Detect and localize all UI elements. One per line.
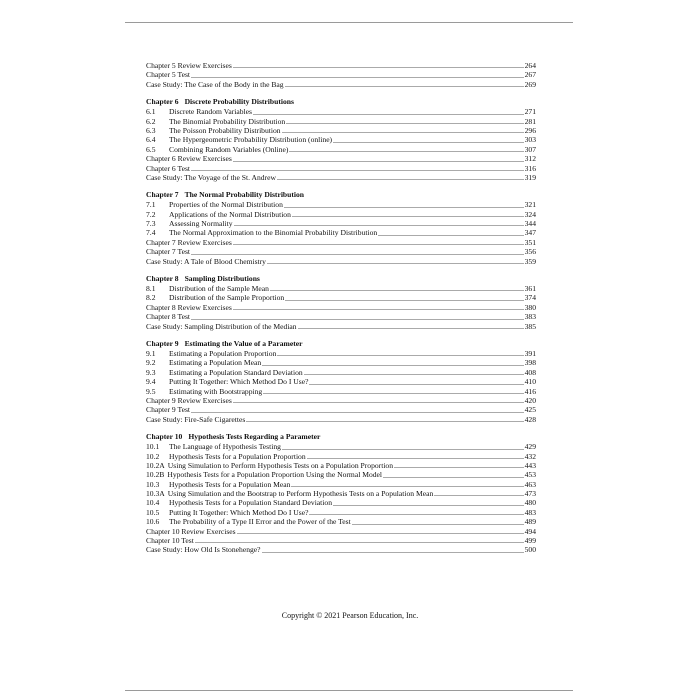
entry-title: Estimating a Population Standard Deviation: [169, 367, 303, 377]
toc-entry[interactable]: [146, 293, 536, 302]
chapter-block: [146, 97, 536, 182]
toc-entry[interactable]: [146, 405, 536, 414]
dot-leader: [233, 67, 524, 68]
dot-leader: [304, 374, 524, 375]
toc-entry[interactable]: [146, 508, 536, 517]
entry-title: Discrete Random Variables: [169, 107, 252, 117]
toc-entry[interactable]: [146, 126, 536, 135]
page-number: 391: [524, 348, 536, 358]
top-rule: [125, 22, 573, 23]
table-of-contents: [146, 61, 536, 555]
dot-leader: [333, 142, 524, 143]
dot-leader: [282, 132, 524, 133]
chapter-number: Chapter 6: [146, 97, 179, 107]
page-number: 361: [524, 284, 536, 294]
chapter-block: [146, 190, 536, 266]
toc-entry[interactable]: [146, 536, 536, 545]
toc-entry[interactable]: [146, 480, 536, 489]
entry-title: Using Simulation and the Bootstrap to Perform Hypothesis Tests on a Population Mean: [167, 489, 434, 499]
entry-title: Chapter 8 Review Exercises: [146, 302, 232, 312]
dot-leader: [309, 514, 523, 515]
entry-title: The Poisson Probability Distribution: [169, 125, 281, 135]
toc-entry[interactable]: [146, 80, 536, 89]
section-number: 10.4: [146, 498, 160, 508]
chapter-heading: [146, 97, 536, 107]
entry-title: Putting It Together: Which Method Do I Use?: [169, 507, 309, 517]
page-number: 374: [524, 293, 536, 303]
section-number: 10.5: [146, 507, 160, 517]
entry-title: Hypothesis Tests for a Population Proportion: [169, 451, 306, 461]
toc-entry[interactable]: [146, 368, 536, 377]
copyright-notice: Copyright © 2021 Pearson Education, Inc.: [281, 611, 419, 620]
page-number: 351: [524, 237, 536, 247]
toc-entry[interactable]: [146, 70, 536, 79]
dot-leader: [191, 319, 524, 320]
entry-title: Estimating with Bootstrapping: [169, 386, 263, 396]
dot-leader: [378, 235, 523, 236]
toc-entry[interactable]: [146, 164, 536, 173]
entry-title: Using Simulation to Perform Hypothesis Tests on a Population Proportion: [167, 460, 394, 470]
page-number: 489: [524, 517, 536, 527]
toc-entry[interactable]: [146, 517, 536, 526]
section-number: 10.6: [146, 517, 160, 527]
page-number: 324: [524, 209, 536, 219]
dot-leader: [233, 161, 524, 162]
page-number: 307: [524, 144, 536, 154]
toc-entry[interactable]: [146, 527, 536, 536]
section-number: 8.2: [146, 293, 156, 303]
toc-entry[interactable]: [146, 489, 536, 498]
page-number: 359: [524, 256, 536, 266]
dot-leader: [233, 309, 524, 310]
entry-title: Chapter 9 Review Exercises: [146, 395, 232, 405]
dot-leader: [434, 495, 523, 496]
dot-leader: [253, 114, 524, 115]
page-number: 425: [524, 405, 536, 415]
dot-leader: [263, 393, 523, 394]
page-number: 428: [524, 414, 536, 424]
section-number: 6.1: [146, 107, 156, 117]
page-number: 344: [524, 219, 536, 229]
toc-entry[interactable]: [146, 396, 536, 405]
toc-entry[interactable]: [146, 498, 536, 507]
page-number: 347: [524, 228, 536, 238]
toc-entry[interactable]: [146, 117, 536, 126]
page-number: 380: [524, 302, 536, 312]
page-number: 356: [524, 247, 536, 257]
dot-leader: [246, 421, 523, 422]
page-number: 321: [524, 200, 536, 210]
chapter-heading: [146, 339, 536, 349]
chapter-number: Chapter 9: [146, 338, 179, 348]
chapter-block: [146, 339, 536, 424]
dot-leader: [284, 207, 524, 208]
entry-title: Chapter 10 Review Exercises: [146, 526, 236, 536]
entry-title: Case Study: How Old Is Stonehenge?: [146, 545, 261, 555]
entry-title: Chapter 6 Test: [146, 163, 191, 173]
entry-title: Distribution of the Sample Mean: [169, 284, 269, 294]
entry-title: Chapter 8 Test: [146, 312, 191, 322]
dot-leader: [289, 151, 523, 152]
page-number: 296: [524, 125, 536, 135]
section-number: 8.1: [146, 284, 156, 294]
toc-entry[interactable]: [146, 219, 536, 228]
chapter-number: Chapter 10: [146, 432, 183, 442]
entry-title: Case Study: Sampling Distribution of the Median: [146, 321, 297, 331]
dot-leader: [234, 225, 524, 226]
page-number: 267: [524, 70, 536, 80]
section-number: 9.3: [146, 367, 156, 377]
page-number: 500: [524, 545, 536, 555]
section-number: 6.4: [146, 135, 156, 145]
section-number: 7.1: [146, 200, 156, 210]
toc-entry[interactable]: [146, 247, 536, 256]
dot-leader: [191, 170, 524, 171]
dot-leader: [394, 467, 524, 468]
chapter-title: The Normal Probability Distribution: [184, 190, 305, 200]
page-number: 316: [524, 163, 536, 173]
entry-title: Case Study: The Voyage of the St. Andrew: [146, 172, 276, 182]
entry-title: Hypothesis Tests for a Population Proportion Using the Normal Model: [167, 470, 383, 480]
toc-entry[interactable]: [146, 442, 536, 451]
chapter-block: [146, 61, 536, 89]
section-number: 10.2A: [146, 460, 165, 470]
entry-title: Chapter 5 Review Exercises: [146, 61, 232, 70]
entry-title: Estimating a Population Proportion: [169, 348, 277, 358]
chapter-heading: [146, 190, 536, 200]
toc-entry[interactable]: [146, 257, 536, 266]
dot-leader: [309, 384, 523, 385]
page-number: 473: [524, 489, 536, 499]
dot-leader: [285, 300, 523, 301]
section-number: 10.3A: [146, 489, 165, 499]
dot-leader: [291, 486, 523, 487]
section-number: 7.4: [146, 228, 156, 238]
chapter-title: Sampling Distributions: [184, 274, 260, 284]
entry-title: Distribution of the Sample Proportion: [169, 293, 285, 303]
toc-entry[interactable]: [146, 377, 536, 386]
dot-leader: [333, 505, 524, 506]
entry-title: Case Study: Fire-Safe Cigarettes: [146, 414, 246, 424]
toc-entry[interactable]: [146, 145, 536, 154]
toc-entry[interactable]: [146, 210, 536, 219]
entry-title: Hypothesis Tests for a Population Standard Deviation: [169, 498, 332, 508]
toc-entry[interactable]: [146, 452, 536, 461]
dot-leader: [191, 254, 524, 255]
entry-title: Chapter 7 Review Exercises: [146, 237, 232, 247]
page-number: 312: [524, 154, 536, 164]
entry-title: Case Study: The Case of the Body in the Bag: [146, 79, 284, 89]
page-number: 269: [524, 79, 536, 89]
section-number: 7.2: [146, 209, 156, 219]
chapter-block: [146, 274, 536, 331]
dot-leader: [286, 123, 523, 124]
chapter-number: Chapter 7: [146, 190, 179, 200]
toc-entry[interactable]: [146, 470, 536, 479]
entry-title: Case Study: A Tale of Blood Chemistry: [146, 256, 266, 266]
page-number: 453: [524, 470, 536, 480]
dot-leader: [262, 365, 523, 366]
entry-title: The Normal Approximation to the Binomial Probability Distribution: [169, 228, 378, 238]
chapter-heading: [146, 432, 536, 442]
toc-entry[interactable]: [146, 349, 536, 358]
page-number: 410: [524, 377, 536, 387]
entry-title: Hypothesis Tests for a Population Mean: [169, 479, 291, 489]
page-number: 385: [524, 321, 536, 331]
entry-title: The Binomial Probability Distribution: [169, 116, 286, 126]
dot-leader: [195, 542, 524, 543]
toc-entry[interactable]: [146, 322, 536, 331]
section-number: 10.1: [146, 442, 160, 452]
chapter-number: Chapter 8: [146, 274, 179, 284]
chapter-title: Estimating the Value of a Parameter: [184, 338, 303, 348]
chapter-block: [146, 432, 536, 555]
entry-title: Chapter 10 Test: [146, 536, 194, 546]
page-number: 264: [524, 61, 536, 70]
page-number: 281: [524, 116, 536, 126]
section-number: 9.1: [146, 348, 156, 358]
dot-leader: [383, 477, 524, 478]
section-number: 9.2: [146, 358, 156, 368]
section-number: 9.5: [146, 386, 156, 396]
dot-leader: [277, 179, 524, 180]
page-number: 319: [524, 172, 536, 182]
dot-leader: [267, 263, 524, 264]
toc-entry[interactable]: [146, 200, 536, 209]
page-number: 483: [524, 507, 536, 517]
page-number: 463: [524, 479, 536, 489]
entry-title: Assessing Normality: [169, 219, 233, 229]
entry-title: Chapter 7 Test: [146, 247, 191, 257]
toc-entry[interactable]: [146, 461, 536, 470]
entry-title: Chapter 6 Review Exercises: [146, 154, 232, 164]
page-number: 408: [524, 367, 536, 377]
entry-title: Applications of the Normal Distribution: [169, 209, 291, 219]
section-number: 10.3: [146, 479, 160, 489]
toc-entry[interactable]: [146, 284, 536, 293]
page-number: 398: [524, 358, 536, 368]
section-number: 10.2: [146, 451, 160, 461]
page-number: 432: [524, 451, 536, 461]
page-number: 416: [524, 386, 536, 396]
entry-title: The Hypergeometric Probability Distribution (online): [169, 135, 333, 145]
entry-title: Putting It Together: Which Method Do I Use?: [169, 377, 309, 387]
section-number: 6.2: [146, 116, 156, 126]
dot-leader: [292, 216, 524, 217]
toc-entry[interactable]: [146, 387, 536, 396]
dot-leader: [262, 552, 524, 553]
toc-entry[interactable]: [146, 154, 536, 163]
toc-entry[interactable]: [146, 173, 536, 182]
page-number: 420: [524, 395, 536, 405]
bottom-rule: [125, 690, 573, 691]
page-number: 429: [524, 442, 536, 452]
toc-entry[interactable]: [146, 415, 536, 424]
dot-leader: [307, 458, 524, 459]
dot-leader: [298, 328, 524, 329]
entry-title: Estimating a Population Mean: [169, 358, 262, 368]
toc-entry[interactable]: [146, 228, 536, 237]
dot-leader: [282, 449, 524, 450]
dot-leader: [233, 244, 524, 245]
dot-leader: [270, 290, 524, 291]
entry-title: The Language of Hypothesis Testing: [169, 442, 281, 452]
toc-entry[interactable]: [146, 61, 536, 70]
entry-title: Chapter 5 Test: [146, 70, 191, 80]
page-number: 494: [524, 526, 536, 536]
dot-leader: [352, 524, 524, 525]
page-number: 480: [524, 498, 536, 508]
entry-title: The Probability of a Type II Error and the Power of the Test: [169, 517, 351, 527]
dot-leader: [237, 533, 524, 534]
toc-entry[interactable]: [146, 135, 536, 144]
entry-title: Properties of the Normal Distribution: [169, 200, 283, 210]
entry-title: Combining Random Variables (Online): [169, 144, 289, 154]
dot-leader: [285, 86, 524, 87]
dot-leader: [277, 355, 523, 356]
chapter-title: Hypothesis Tests Regarding a Parameter: [188, 432, 321, 442]
chapter-heading: [146, 274, 536, 284]
dot-leader: [233, 402, 524, 403]
section-number: 9.4: [146, 377, 156, 387]
section-number: 7.3: [146, 219, 156, 229]
chapter-title: Discrete Probability Distributions: [184, 97, 294, 107]
page-number: 271: [524, 107, 536, 117]
section-number: 6.5: [146, 144, 156, 154]
page-number: 499: [524, 536, 536, 546]
toc-entry[interactable]: [146, 545, 536, 554]
toc-entry[interactable]: [146, 303, 536, 312]
dot-leader: [191, 412, 524, 413]
dot-leader: [191, 77, 524, 78]
entry-title: Chapter 9 Test: [146, 405, 191, 415]
page-number: 443: [524, 460, 536, 470]
page-number: 303: [524, 135, 536, 145]
toc-entry[interactable]: [146, 107, 536, 116]
toc-entry[interactable]: [146, 238, 536, 247]
section-number: 6.3: [146, 125, 156, 135]
page-number: 383: [524, 312, 536, 322]
section-number: 10.2B: [146, 470, 165, 480]
toc-entry[interactable]: [146, 312, 536, 321]
toc-entry[interactable]: [146, 358, 536, 367]
